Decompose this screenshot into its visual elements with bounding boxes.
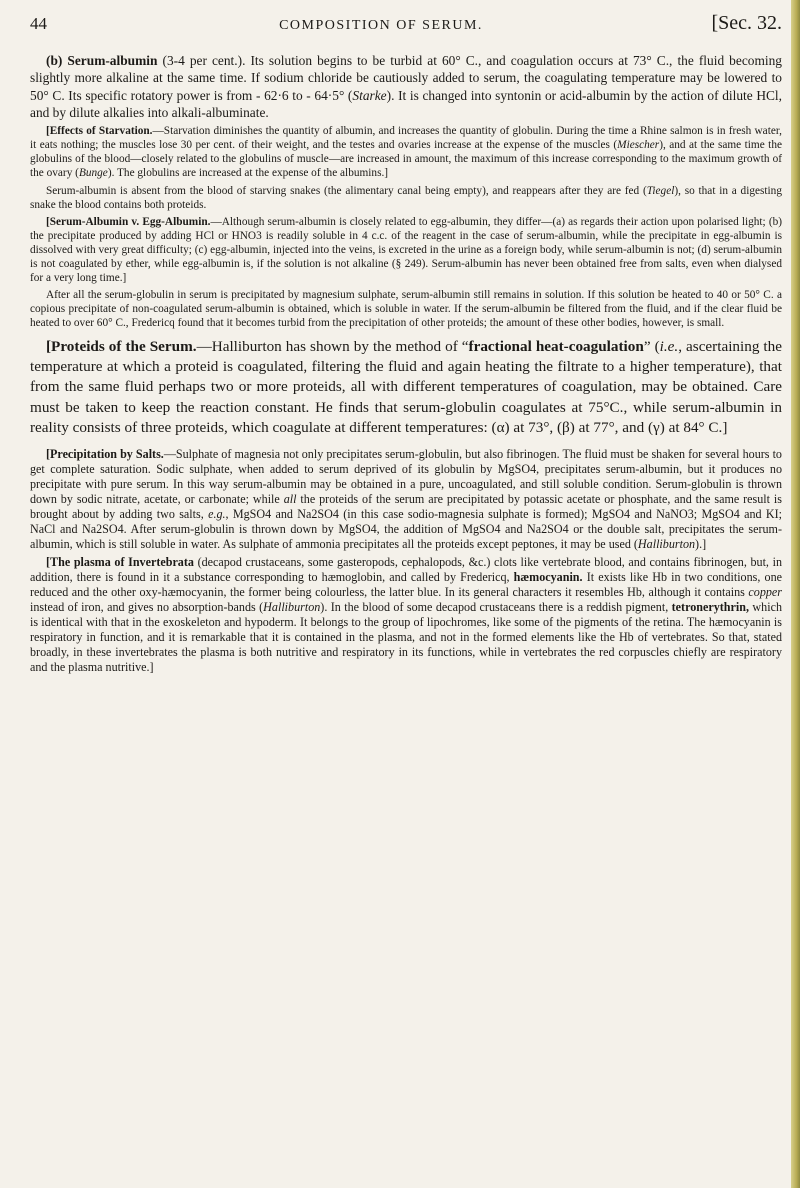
- section-label: [Sec. 32.: [711, 12, 782, 34]
- paragraph-invertebrata: [The plasma of Invertebrata (decapod crustaceans, some gasteropods, cephalopods, &c.) clots like vertebrate blood, and contains fibrinogen, but, in addition, there is found in it a substance corresponding to hæmoglobin, and called by Fredericq, hæmocyanin. It exists like Hb in two conditions, one reduced and the other oxy-hæmocyanin, the former being colourless, the latter blue. In its general characters it resembles Hb, although it contains copper instead of iron, and gives no absorption-bands (Halliburton). In the blood of some decapod crustaceans there is a reddish pigment, tetronerythrin, which is identical with that in the exoskeleton and hypoderm. It belongs to the group of lipochromes, like some of the pigments of the retina. The hæmocyanin is respiratory in function, and it is remarkable that it is contained in the plasma, and not in the formed elements like the Hb of vertebrates. So that, stated broadly, in these invertebrates the plasma is both nutritive and respiratory in its functions, while in vertebrates the red corpuscles chiefly are respiratory and the plasma nutritive.]: [30, 554, 782, 674]
- paragraph-heading: [Proteids of the Serum.: [46, 337, 197, 355]
- citation: Halliburton: [263, 599, 321, 614]
- citation: Tiegel: [646, 184, 675, 197]
- running-title: COMPOSITION OF SERUM.: [279, 18, 483, 33]
- paragraph-heading: [Effects of Starvation.: [46, 125, 153, 138]
- paragraph-heading: [The plasma of Invertebrata: [46, 554, 194, 569]
- page-edge: [791, 0, 800, 1188]
- key-term: hæmocyanin.: [513, 569, 583, 584]
- citation: Starke: [352, 87, 387, 103]
- paragraph-salts: [Precipitation by Salts.—Sulphate of magnesia not only precipitates serum-globulin, but also fibrinogen. The fluid must be shaken for several hours to get complete saturation. Sodic sulphate, when added to serum deprived of its globulin by MgSO4, precipitates serum-albumin, but it produces no precipitate with pure serum. In this way serum-albumin may be obtained in a pure, uncoagulated, and still soluble condition. Serum-globulin is thrown down by sodic nitrate, acetate, or carbonate; while all the proteids of the serum are precipitated by potassic acetate or phosphate, and the same result is brought about by adding two salts, e.g., MgSO4 and Na2SO4 (in this case sodio-magnesia sulphate is formed); MgSO4 and NaNO3; MgSO4 and KI; NaCl and Na2SO4. After serum-globulin is thrown down by MgSO4, the addition of MgSO4 and Na2SO4 or the double salt, precipitates the serum-albumin, which is still soluble in water. As sulphate of ammonia precipitates all the proteids except peptones, it may be used (Halliburton).]: [30, 446, 783, 551]
- citation: Halliburton: [637, 536, 696, 551]
- page-header: [30, 12, 782, 52]
- paragraph-serum-albumin: (b) Serum-albumin (3-4 per cent.). Its solution begins to be turbid at 60° C., and coagulation occurs at 73° C., the fluid becoming slightly more alkaline at the same time. If sodium chloride be cautiously added to serum, the coagulating temperature may be lowered to 50° C. Its specific rotatory power is from - 62·6 to - 64·5° (Starke). It is changed into syntonin or acid-albumin by the action of dilute HCl, and by dilute alkalies into alkali-albuminate.: [30, 53, 782, 120]
- paragraph-serum-globulin: After all the serum-globulin in serum is precipitated by magnesium sulphate, serum-albumin still remains in solution. If this solution be heated to 40 or 50° C. a copious precipitate of non-coagulated serum-albumin is obtained, which is soluble in water. If the serum-albumin be filtered from the fluid, and if the clear fluid be heated to over 60° C., Fredericq found that it becomes turbid from the precipitation of other proteids; the amount of these other bodies, however, is small.: [30, 289, 782, 330]
- paragraph-heading: (b) Serum-albumin: [46, 53, 158, 68]
- paragraph-snakes: Serum-albumin is absent from the blood of starving snakes (the alimentary canal being empty), and reappears after they are fed (Tiegel), so that in a digesting snake the blood contains both proteids.: [30, 184, 782, 211]
- paragraph-heading: [Serum-Albumin v. Egg-Albumin.: [46, 215, 211, 228]
- key-term: tetronerythrin,: [671, 599, 750, 614]
- key-term: fractional heat-coagulation: [468, 337, 644, 355]
- page-number: 44: [30, 14, 47, 33]
- citation: Bunge: [78, 167, 108, 180]
- paragraph-egg-albumin: [Serum-Albumin v. Egg-Albumin.—Although serum-albumin is closely related to egg-albumin, they differ—(a) as regards their action upon polarised light; (b) the precipitate produced by adding HCl or HNO3 is readily soluble in 4 c.c. of the reagent in the case of serum-albumin, while the precipitate in egg-albumin is dissolved with very great difficulty; (c) egg-albumin, injected into the veins, is excreted in the urine as a foreign body, while serum-albumin is not; (d) serum-albumin is not coagulated by ether, while egg-albumin is, if the solution is not alkaline (§ 249). Serum-albumin has never been obtained free from salts, even when dialysed for a very long time.]: [30, 215, 782, 285]
- paragraph-heading: [Precipitation by Salts.: [46, 446, 164, 461]
- book-page: [30, 12, 782, 678]
- citation: Miescher: [617, 139, 660, 152]
- paragraph-starvation: [Effects of Starvation.—Starvation diminishes the quantity of albumin, and increases the quantity of globulin. During the time a Rhine salmon is in fresh water, it eats nothing; the muscles lose 30 per cent. of their weight, and the testes and ovaries increase at the expense of the muscles (Miescher), and at the same time the globulins of the blood—closely related to the globulins of muscle—are increased in amount, the maximum of this increase corresponding to the maximum growth of the ovary (Bunge). The globulins are increased at the expense of the albumins.]: [30, 125, 782, 180]
- paragraph-proteids: [Proteids of the Serum.—Halliburton has shown by the method of “fractional heat-coagulation” (i.e., ascertaining the temperature at which a proteid is coagulated, filtering the fluid and again heating the filtrate to a higher temperature), that from the same fluid perhaps two or more proteids, all with different temperatures of coagulation, may be obtained. Care must be taken to keep the reaction constant. He finds that serum-globulin coagulates at 75°C., while serum-albumin in reality consists of three proteids, which coagulate at different temperatures: (α) at 73°, (β) at 77°, and (γ) at 84° C.]: [30, 337, 782, 437]
